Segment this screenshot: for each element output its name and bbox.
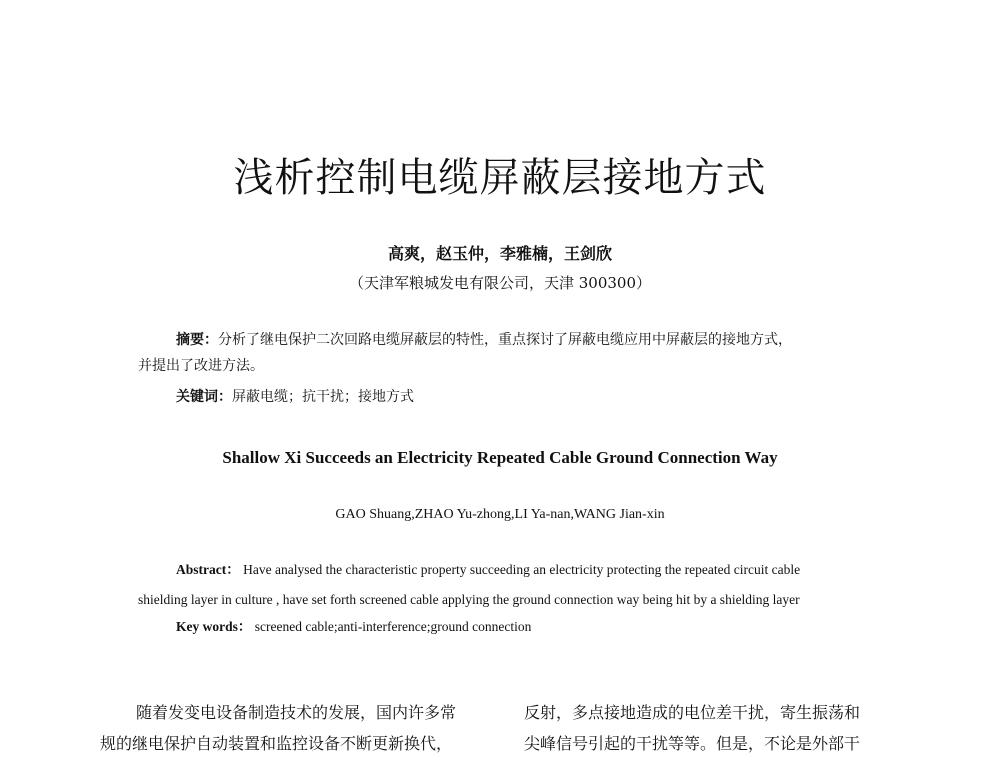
body-right-line-2: 尖峰信号引起的干扰等等。但是，不论是外部干: [524, 734, 861, 753]
zh-abstract-text-1: 分析了继电保护二次回路电缆屏蔽层的特性，重点探讨了屏蔽电缆应用中屏蔽层的接地方式，: [218, 332, 792, 348]
en-keywords-label: Key words：: [176, 619, 252, 634]
en-keywords: [176, 617, 531, 637]
zh-keywords-text: 屏蔽电缆；抗干扰；接地方式: [232, 389, 414, 405]
english-authors: GAO Shuang,ZHAO Yu-zhong,LI Ya-nan,WANG Jian-xin: [335, 507, 665, 522]
body-right-line-1: 反射，多点接地造成的电位差干扰，寄生振荡和: [524, 703, 861, 722]
en-abstract-text-1: Have analysed the characteristic property succeeding an electricity protecting the repeated circuit cable: [243, 562, 801, 577]
zh-keywords-label: 关键词：: [176, 389, 232, 405]
english-title: Shallow Xi Succeeds an Electricity Repeated Cable Ground Connection Way: [222, 448, 778, 467]
zh-abstract-line-1: [176, 330, 792, 350]
en-abstract-label: Abstract：: [176, 562, 240, 577]
body-left-line-1: 随着发变电设备制造技术的发展，国内许多常: [136, 703, 457, 722]
body-left-line-2: 规的继电保护自动装置和监控设备不断更新换代，: [100, 734, 453, 753]
zh-keywords: [176, 387, 414, 407]
affiliation: （天津军粮城发电有限公司，天津 300300）: [348, 274, 652, 292]
en-abstract-line-2: shielding layer in culture , have set forth screened cable applying the ground connection way being hit by a shielding layer: [138, 592, 800, 607]
en-abstract-line-1: [176, 560, 800, 580]
zh-abstract-line-2: 并提出了改进方法。: [138, 358, 264, 374]
zh-abstract-label: 摘要：: [176, 332, 218, 348]
authors: 高爽，赵玉仲，李雅楠，王剑欣: [387, 244, 612, 263]
paper-title: 浅析控制电缆屏蔽层接地方式: [233, 155, 767, 201]
en-keywords-text: screened cable;anti-interference;ground connection: [254, 619, 532, 634]
